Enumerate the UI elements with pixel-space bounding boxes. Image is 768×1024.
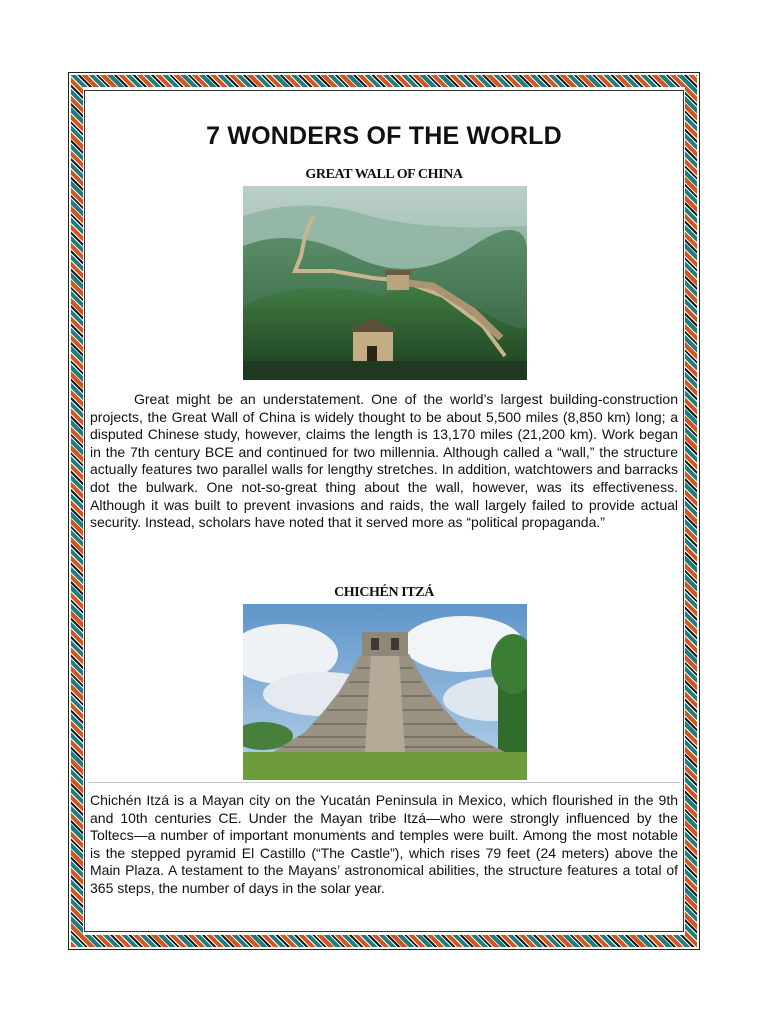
page-title: 7 WONDERS OF THE WORLD xyxy=(206,122,562,150)
chichen-itza-photo xyxy=(243,604,527,780)
great-wall-paragraph: Great might be an understatement. One of the world’s largest building-construction projects, the Great Wall of China is widely thought to be about 5,500 miles (8,850 km) long; a disputed Chinese study, however, claims the length is 13,170 miles (21,200 km). Work began in the 7th century BCE and continued for two millennia. Although called a “wall,” the structure actually features two parallel walls for lengthy stretches. In addition, watchtowers and barracks dot the bulwark. One not-so-great thing about the wall, however, was its effectiveness. Although it was built to prevent invasions and raids, the wall largely failed to provide actual security. Instead, scholars have noted that it served more as “political propaganda.” xyxy=(90,391,678,531)
section-heading-chichen-itza: CHICHÉN ITZÁ xyxy=(334,585,434,600)
divider-line xyxy=(88,782,680,783)
great-wall-illustration xyxy=(243,186,527,380)
pyramid-illustration xyxy=(243,604,527,780)
chichen-itza-paragraph: Chichén Itzá is a Mayan city on the Yucatán Peninsula in Mexico, which flourished in the 9th and 10th centuries CE. Under the Mayan tribe Itzá—who were strongly influenced by the Toltecs—a number of important monuments and temples were built. Among the most notable is the stepped pyramid El Castillo (“The Castle”), which rises 79 feet (24 meters) above the Main Plaza. A testament to the Mayans’ astronomical abilities, the structure features a total of 365 steps, the number of days in the solar year. xyxy=(90,792,678,896)
great-wall-photo xyxy=(243,186,527,380)
section-heading-great-wall: GREAT WALL OF CHINA xyxy=(305,167,463,182)
